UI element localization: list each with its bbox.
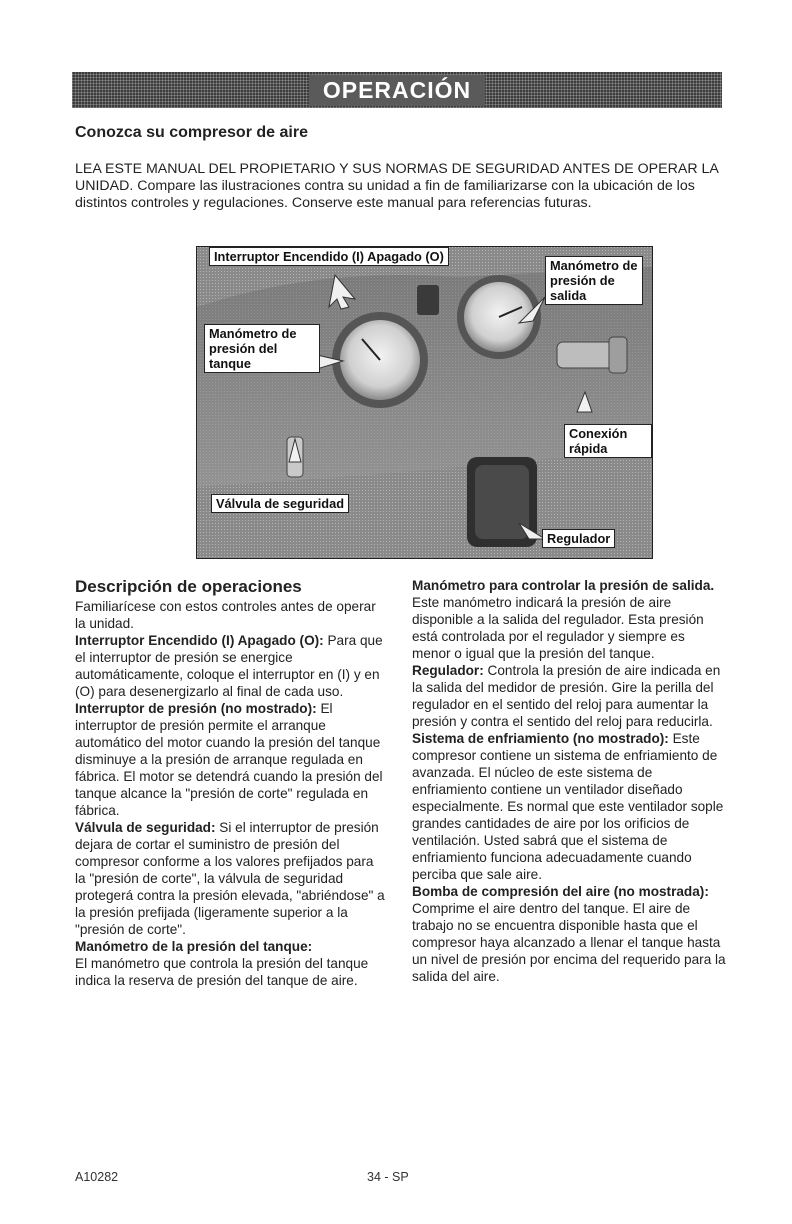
item-text: El interruptor de presión permite el arranque automático del motor cuando la presión del tanque disminuye a la presión de arranque regulada en fábrica. El motor se detendrá cuando la presión del tanque alcance la "presión de corte" regulada en fábrica. xyxy=(75,701,383,818)
item-safety-valve xyxy=(75,819,385,938)
item-outlet-gauge xyxy=(412,577,727,662)
description-title: Descripción de operaciones xyxy=(75,577,302,596)
callout-tank-gauge: Manómetro de presión del tanque xyxy=(204,324,320,373)
callout-switch: Interruptor Encendido (I) Apagado (O) xyxy=(209,247,449,266)
item-cooling-system xyxy=(412,730,727,883)
item-head: Válvula de seguridad: xyxy=(75,820,216,835)
section-title: Conozca su compresor de aire xyxy=(75,124,308,141)
section-banner xyxy=(72,72,722,108)
item-head: Bomba de compresión del aire (no mostrada): xyxy=(412,884,709,899)
item-head: Regulador: xyxy=(412,663,484,678)
item-head: Interruptor Encendido (I) Apagado (O): xyxy=(75,633,324,648)
banner-title: OPERACIÓN xyxy=(309,75,485,106)
item-text: Este compresor contiene un sistema de enfriamiento de avanzada. El núcleo de este sistema de enfriamiento contiene un ventilador diseñado especialmente. Es normal que este ventilador sople grandes cantidades de aire por los orificios de ventilación. Usted sabrá que el sistema de enfriamiento funciona adecuadamente cuando perciba que sale aire. xyxy=(412,731,724,882)
item-text: Para que el interruptor de presión se energice automáticamente, coloque el interruptor en (I) y en (O) para desenergizarlo al final de cada uso. xyxy=(75,633,383,699)
item-text: Controla la presión de aire indicada en la salida del medidor de presión. Gire la perilla del regulador en el sentido del reloj para aumentar la presión y contra el sentido del reloj para reducirla. xyxy=(412,663,721,729)
item-text: El manómetro que controla la presión del tanque indica la reserva de presión del tanque de aire. xyxy=(75,956,369,988)
item-head: Interruptor de presión (no mostrado): xyxy=(75,701,317,716)
callout-regulator: Regulador xyxy=(542,529,615,548)
item-head: Manómetro de la presión del tanque: xyxy=(75,939,313,954)
right-column xyxy=(412,577,727,985)
description-intro: Familiarícese con estos controles antes de operar la unidad. xyxy=(75,599,376,631)
footer-document-code: A10282 xyxy=(75,1170,119,1184)
callout-outlet-gauge: Manómetro de presión de salida xyxy=(545,256,643,305)
item-head: Manómetro para controlar la presión de salida. xyxy=(412,578,715,593)
compressor-controls-figure xyxy=(196,246,653,559)
item-tank-gauge xyxy=(75,938,385,989)
item-power-switch xyxy=(75,632,385,700)
item-regulator xyxy=(412,662,727,730)
intro-paragraph: LEA ESTE MANUAL DEL PROPIETARIO Y SUS NORMAS DE SEGURIDAD ANTES DE OPERAR LA UNIDAD. Compare las ilustraciones contra su unidad a fin de familiarizarse con la ubicación de los distintos controles y regulaciones. Conserve este manual para referencias futuras. xyxy=(75,161,719,211)
footer-page-number: 34 - SP xyxy=(367,1170,409,1184)
item-air-pump xyxy=(412,883,727,985)
item-text: Si el interruptor de presión dejara de cortar el suministro de presión del compresor conforme a los valores prefijados para la "presión de corte", la válvula de seguridad protegerá contra la presión elevada, "abriéndose" a la presión prefijada (ligeramente superior a la "presión de corte". xyxy=(75,820,385,937)
left-column xyxy=(75,577,385,989)
item-text: Este manómetro indicará la presión de aire disponible a la salida del regulador. Esta presión está controlada por el regulador y siempre es menor o igual que la presión del tanque. xyxy=(412,595,704,661)
item-head: Sistema de enfriamiento (no mostrado): xyxy=(412,731,669,746)
item-pressure-switch xyxy=(75,700,385,819)
callout-safety-valve: Válvula de seguridad xyxy=(211,494,349,513)
item-text: Comprime el aire dentro del tanque. El aire de trabajo no se encuentra disponible hasta que el compresor haya alcanzado a llenar el tanque hasta un nivel de presión por encima del requerido para la salida del aire. xyxy=(412,901,726,984)
callout-quick-connect: Conexión rápida xyxy=(564,424,652,458)
